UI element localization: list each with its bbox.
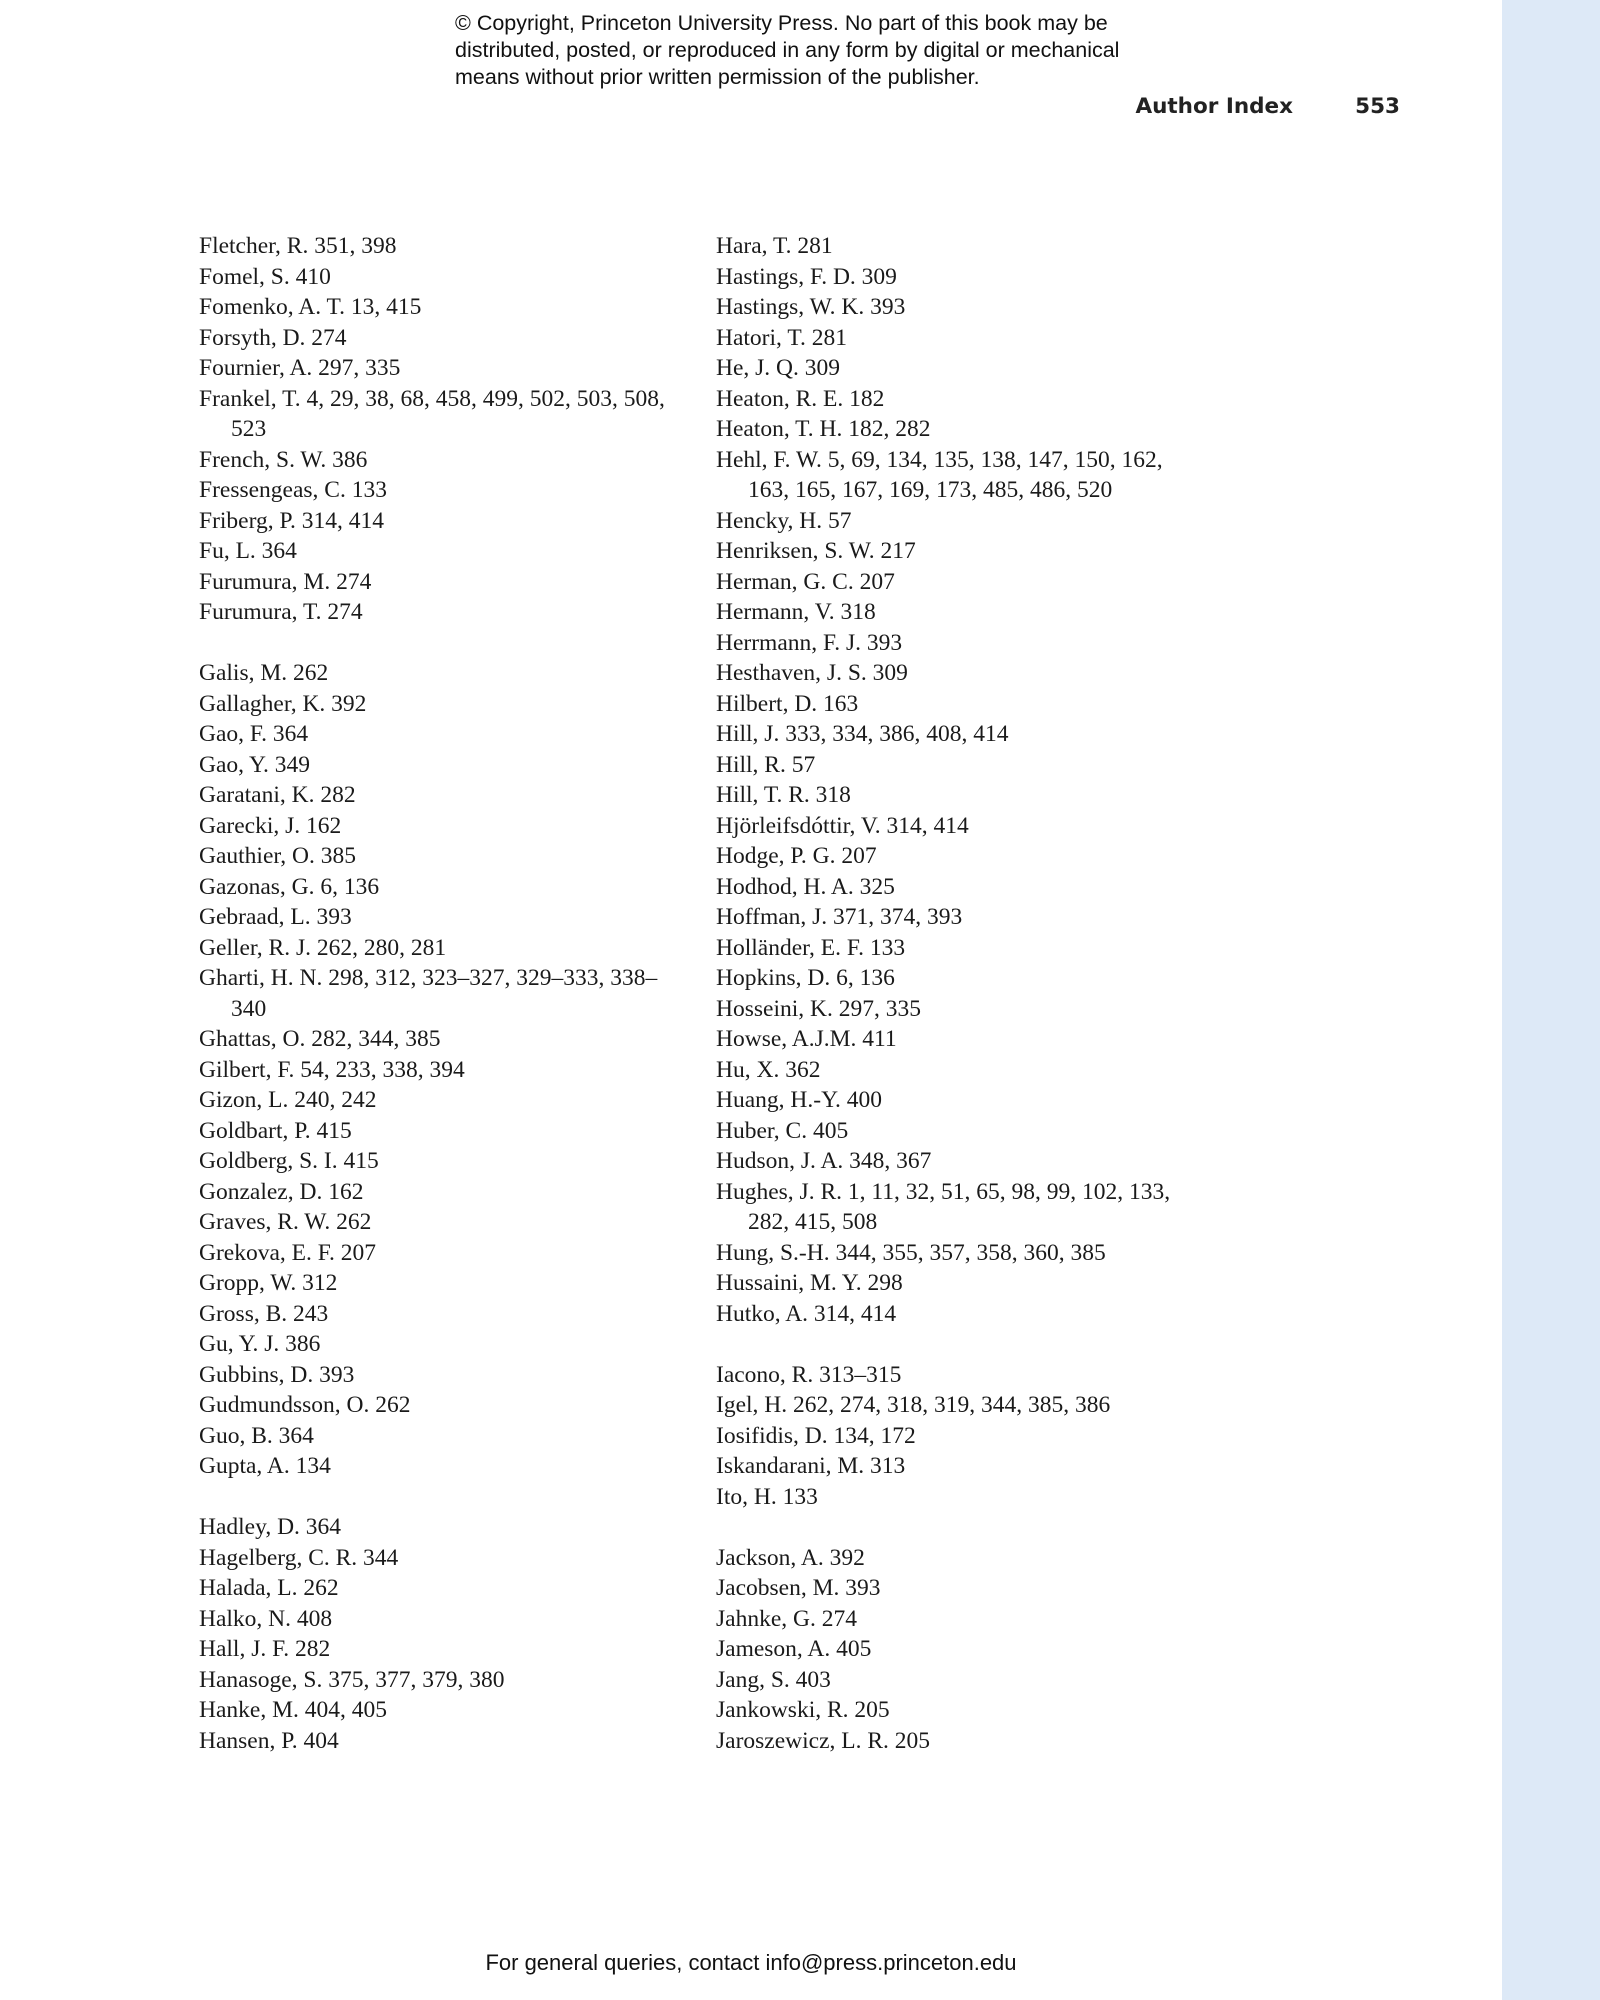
index-entry: Gizon, L. 240, 242: [199, 1087, 377, 1113]
index-entry: Hill, R. 57: [716, 751, 816, 778]
copyright-line: © Copyright, Princeton University Press. No part of this book may be: [455, 11, 1108, 35]
index-entry: Hughes, J. R. 1, 11, 32, 51, 65, 98, 99, 102, 133, 282, 415, 508: [716, 1178, 1171, 1235]
index-entry: Jacobsen, M. 393: [716, 1575, 881, 1601]
index-entry: Furumura, T. 274: [199, 599, 363, 625]
index-column-right: [716, 231, 1196, 1787]
index-entry: Huber, C. 405: [716, 1117, 849, 1144]
index-entry: Gao, F. 364: [199, 721, 309, 747]
index-entry: Guo, B. 364: [199, 1422, 314, 1449]
index-entry: Hussaini, M. Y. 298: [716, 1270, 903, 1296]
running-head: [1100, 94, 1400, 124]
index-entry: Hodhod, H. A. 325: [716, 873, 895, 900]
index-entry: Gudmundsson, O. 262: [199, 1392, 411, 1418]
index-entry: Howse, A.J.M. 411: [716, 1026, 897, 1052]
index-entry: Iskandarani, M. 313: [716, 1453, 906, 1479]
index-entry: Fletcher, R. 351, 398: [199, 233, 397, 259]
index-entry: Jang, S. 403: [716, 1666, 831, 1693]
index-entry: Hjörleifsdóttir, V. 314, 414: [716, 812, 969, 839]
index-entry: Hastings, F. D. 309: [716, 263, 897, 290]
index-entry: Jameson, A. 405: [716, 1636, 872, 1662]
index-entry: Iacono, R. 313–315: [716, 1361, 902, 1388]
index-entry: Hilbert, D. 163: [716, 690, 859, 717]
index-entry: Forsyth, D. 274: [199, 324, 347, 351]
copyright-line: distributed, posted, or reproduced in any form by digital or mechanical: [455, 38, 1120, 62]
index-entry: Hatori, T. 281: [716, 324, 847, 351]
index-entry: Iosifidis, D. 134, 172: [716, 1422, 916, 1449]
index-entry: Geller, R. J. 262, 280, 281: [199, 934, 447, 961]
index-entry: Hu, X. 362: [716, 1056, 821, 1083]
index-entry: Gilbert, F. 54, 233, 338, 394: [199, 1056, 465, 1083]
side-panel: [1502, 0, 1600, 2000]
index-entry: Ghattas, O. 282, 344, 385: [199, 1026, 441, 1052]
index-entry: Hung, S.-H. 344, 355, 357, 358, 360, 385: [716, 1239, 1106, 1266]
index-entry: Fournier, A. 297, 335: [199, 355, 401, 381]
index-entry: Hodge, P. G. 207: [716, 843, 877, 869]
index-entry: French, S. W. 386: [199, 446, 368, 473]
index-entry: Huang, H.-Y. 400: [716, 1087, 883, 1113]
index-entry: Fressengeas, C. 133: [199, 477, 387, 503]
index-entry: Galis, M. 262: [199, 660, 329, 686]
index-entry: Fomel, S. 410: [199, 263, 331, 290]
index-entry: Hoffman, J. 371, 374, 393: [716, 904, 963, 930]
page-number: 553: [1355, 94, 1400, 119]
index-entry: Grekova, E. F. 207: [199, 1239, 376, 1266]
index-letter-group: [199, 231, 679, 628]
index-entry: Hagelberg, C. R. 344: [199, 1544, 399, 1571]
index-entry: Jaroszewicz, L. R. 205: [716, 1727, 931, 1754]
index-entry: Gu, Y. J. 386: [199, 1331, 321, 1357]
copyright-line: means without prior written permission of the publisher.: [455, 65, 980, 89]
index-entry: Gross, B. 243: [199, 1300, 329, 1327]
index-entry: Friberg, P. 314, 414: [199, 507, 384, 534]
index-entry: Hanke, M. 404, 405: [199, 1697, 387, 1723]
index-entry: Hencky, H. 57: [716, 507, 852, 534]
index-entry: Jahnke, G. 274: [716, 1605, 857, 1632]
index-entry: Gauthier, O. 385: [199, 843, 356, 869]
index-entry: Hill, T. R. 318: [716, 782, 851, 808]
index-entry: Hansen, P. 404: [199, 1727, 339, 1754]
index-entry: Hosseini, K. 297, 335: [716, 995, 921, 1022]
index-entry: Gallagher, K. 392: [199, 690, 367, 717]
index-entry: Goldberg, S. I. 415: [199, 1148, 379, 1174]
index-letter-group: [716, 1543, 1196, 1757]
index-entry: Gonzalez, D. 162: [199, 1178, 364, 1205]
index-entry: Holländer, E. F. 133: [716, 934, 906, 961]
index-entry: Gubbins, D. 393: [199, 1361, 355, 1388]
index-entry: Gazonas, G. 6, 136: [199, 873, 380, 900]
index-entry: Heaton, R. E. 182: [716, 385, 885, 412]
index-entry: Herrmann, F. J. 393: [716, 629, 903, 656]
index-entry: Goldbart, P. 415: [199, 1117, 352, 1144]
index-entry: Halko, N. 408: [199, 1605, 333, 1632]
index-entry: Henriksen, S. W. 217: [716, 538, 916, 564]
index-entry: Hara, T. 281: [716, 233, 833, 259]
index-entry: Gao, Y. 349: [199, 751, 310, 778]
index-entry: Hutko, A. 314, 414: [716, 1300, 897, 1327]
index-entry: Halada, L. 262: [199, 1575, 339, 1601]
index-entry: Hehl, F. W. 5, 69, 134, 135, 138, 147, 150, 162, 163, 165, 167, 169, 173, 485, 486, 520: [716, 446, 1163, 503]
index-entry: Hill, J. 333, 334, 386, 408, 414: [716, 721, 1009, 747]
index-entry: Hermann, V. 318: [716, 599, 876, 625]
index-entry: Furumura, M. 274: [199, 568, 372, 595]
index-entry: Graves, R. W. 262: [199, 1209, 372, 1235]
index-entry: Hastings, W. K. 393: [716, 294, 906, 320]
index-letter-group: [199, 1512, 679, 1756]
index-entry: Ito, H. 133: [716, 1483, 818, 1510]
index-letter-group: [716, 1360, 1196, 1513]
index-entry: Igel, H. 262, 274, 318, 319, 344, 385, 386: [716, 1392, 1111, 1418]
index-entry: Heaton, T. H. 182, 282: [716, 416, 931, 442]
index-entry: Hadley, D. 364: [199, 1514, 342, 1540]
index-entry: Hopkins, D. 6, 136: [716, 965, 895, 991]
index-entry: Frankel, T. 4, 29, 38, 68, 458, 499, 502, 503, 508, 523: [199, 385, 665, 442]
copyright-notice: [455, 10, 1195, 91]
index-entry: Gharti, H. N. 298, 312, 323–327, 329–333, 338–340: [199, 965, 658, 1022]
index-entry: Fu, L. 364: [199, 538, 297, 564]
index-entry: Hudson, J. A. 348, 367: [716, 1148, 932, 1174]
index-entry: Herman, G. C. 207: [716, 568, 895, 595]
index-entry: Gupta, A. 134: [199, 1453, 331, 1479]
footer-contact: For general queries, contact info@press.princeton.edu: [485, 1950, 1017, 1975]
index-entry: Hesthaven, J. S. 309: [716, 660, 908, 686]
section-title: Author Index: [1135, 94, 1293, 119]
index-entry: Garatani, K. 282: [199, 782, 356, 808]
index-entry: Gebraad, L. 393: [199, 904, 352, 930]
index-entry: Jackson, A. 392: [716, 1544, 865, 1571]
index-entry: Fomenko, A. T. 13, 415: [199, 294, 422, 320]
index-entry: He, J. Q. 309: [716, 355, 841, 381]
index-entry: Gropp, W. 312: [199, 1270, 338, 1296]
index-letter-group: [199, 658, 679, 1482]
index-entry: Hanasoge, S. 375, 377, 379, 380: [199, 1666, 505, 1693]
index-entry: Hall, J. F. 282: [199, 1636, 331, 1662]
index-column-left: [199, 231, 679, 1787]
index-entry: Jankowski, R. 205: [716, 1697, 890, 1723]
index-letter-group: [716, 231, 1196, 1329]
index-entry: Garecki, J. 162: [199, 812, 342, 839]
